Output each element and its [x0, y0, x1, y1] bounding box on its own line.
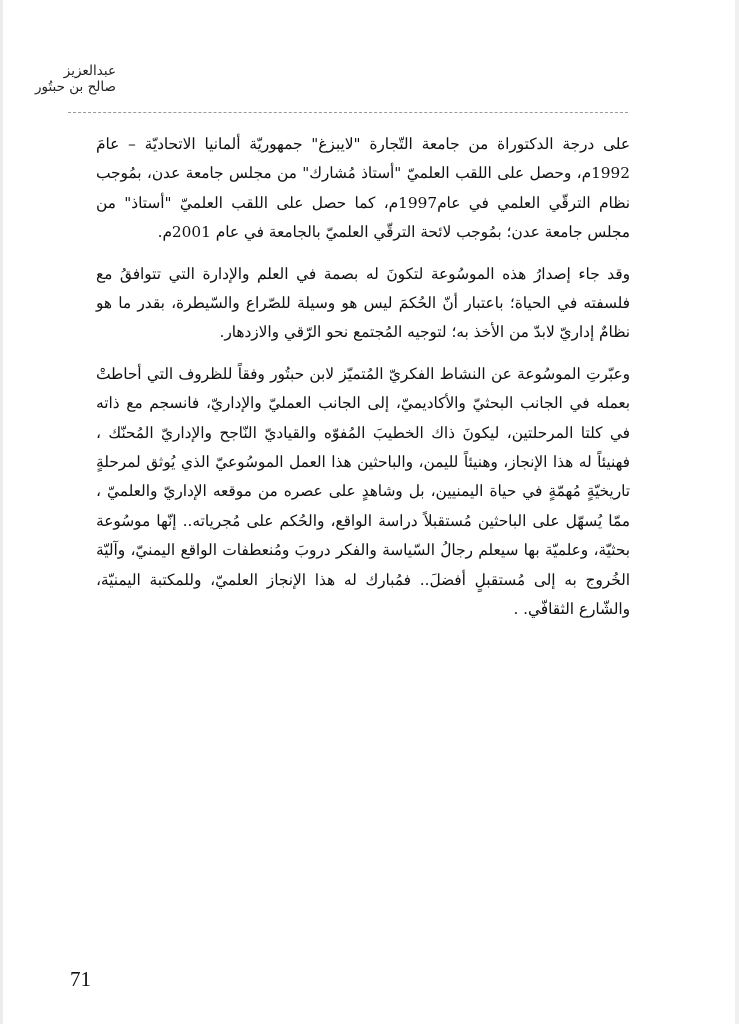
- header-separator: [68, 112, 628, 113]
- running-head-line-2: صالح بن حبتُور: [34, 79, 116, 95]
- paragraph-1: على درجة الدكتوراة من جامعة التّجارة "لايبزغ" جمهوريّة ألمانيا الاتحاديّة – عامَ 1992م، وحصل على اللقب العلميّ "أستاذ مُشارك" من مجلس جامعة عدن، بمُوجب نظام الترقّي العلمي في عام1997م، كما حصل على اللقب العلميّ "أستاذ" من مجلس جامعة عدن؛ بمُوجب لائحة الترقّي العلميّ بالجامعة في عام 2001م.: [96, 135, 630, 242]
- paragraph-2: وقد جاء إصدارُ هذه الموسُوعة لتكونَ له بصمة في العلم والإدارة التي تتوافقُ مع فلسفته في الحياة؛ باعتبار أنّ الحُكمَ ليس هو وسيلة للصّراع والسّيطرة، بقدر ما هو نظامٌ إداريّ لابدّ من الأخذ به؛ لتوجيه المُجتمع نحو الرّقي والازدهار.: [96, 264, 630, 342]
- running-head-line-1: عبدالعزيز: [63, 63, 116, 79]
- page-number: 71: [70, 967, 91, 991]
- paragraph-3: وعبّرتِ الموسُوعة عن النشاط الفكريّ المُتميّز لابن حبتُور وفقاً للظروف التي أحاطتْ بعمله في الجانب البحثيّ والأكاديميّ، إلى الجانب العمليّ والإداريّ، فانسجم مع ذاته في كلتا المرحلتين، ليكونَ ذاك الخطيبَ المُفوّه والقياديّ النّاجح والإداريّ المُحنّك ، فهنيئاً له هذا الإنجاز، وهنيئاً لليمن، والباحثين هذا العمل الموسُوعيّ الذي يُوثق لمرحلةٍ تاريخيّةٍ مُهمّةٍ في حياة اليمنيين، بل وشاهدٍ على عصره من موقعه الإداريّ والعلميّ ، ممّا يُسهّل على الباحثين مُستقبلاً دراسة الواقع، والحُكم على مُجرياته.. إنّها موسُوعة بحثيّة، وعلميّة بها سيعلم رجالُ السّياسة والفكر دروبَ ومُنعطفات الواقع اليمنيّ، وآليّة الخُروج به إلى مُستقبلٍ أفضلَ.. فمُبارك له هذا الإنجاز العلميّ، وللمكتبة اليمنيّة، والشّارع الثقافّي. .: [96, 364, 630, 619]
- page-left-edge: [0, 0, 3, 1024]
- running-head-author: [34, 63, 116, 95]
- page-right-edge: [735, 0, 739, 1024]
- body-text: [96, 130, 630, 637]
